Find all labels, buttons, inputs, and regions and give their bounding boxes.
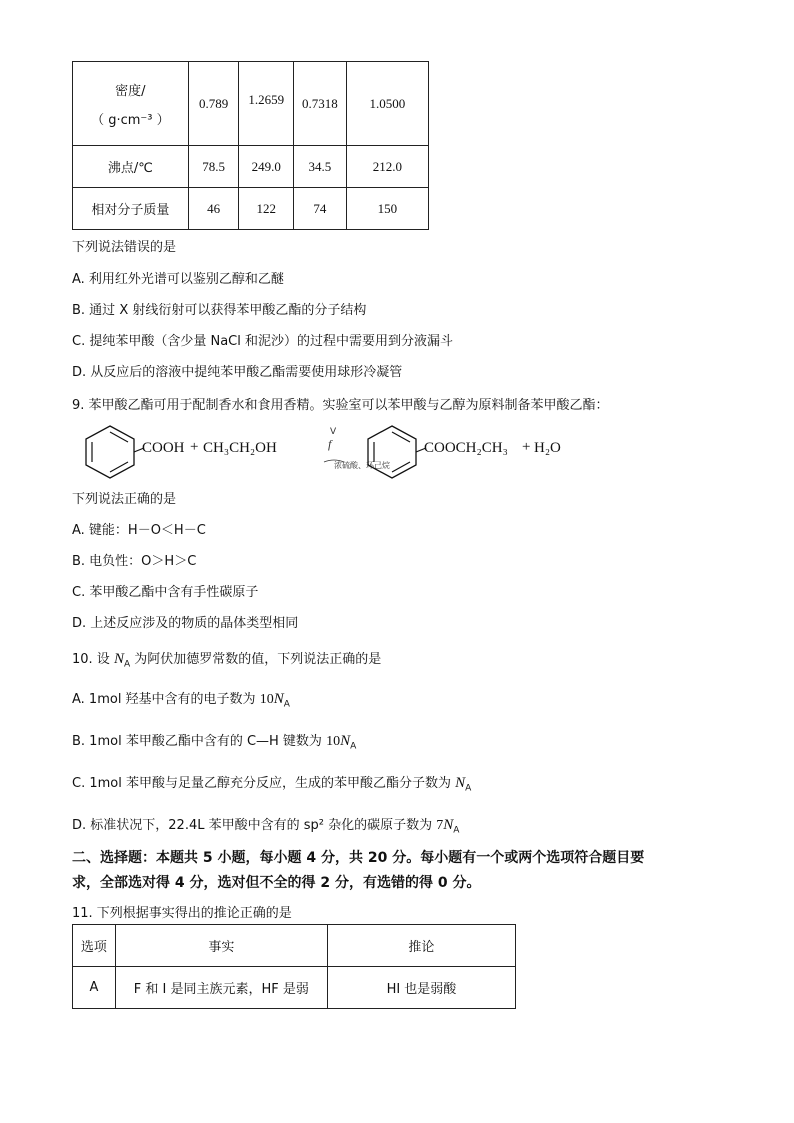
table-cell: 78.5 (188, 146, 239, 188)
table-cell: 150 (346, 188, 428, 230)
q8-option-a: A. 利用红外光谱可以鉴别乙醇和乙醚 (72, 272, 284, 287)
svg-text:f: f (328, 437, 332, 451)
table-cell: 74 (294, 188, 347, 230)
molar-mass-header: 相对分子质量 (73, 188, 189, 230)
avogadro-symbol: N (113, 651, 124, 667)
avogadro-subscript: A (123, 659, 131, 670)
product-ester-group: COOCH₂CH₃ (424, 440, 508, 456)
water-formula: H₂O (534, 440, 561, 456)
avogadro-symbol: N (273, 691, 284, 707)
q10-option-d (72, 814, 459, 836)
plus-sign: + (190, 439, 199, 455)
density-unit: （ g·cm⁻³ ） (91, 112, 170, 128)
q11-table (72, 924, 516, 1009)
option-text: C. 1mol 苯甲酸与足量乙醇充分反应，生成的苯甲酸乙酯分子数为 (72, 776, 451, 791)
option-text: A. 1mol 羟基中含有的电子数为 (72, 692, 256, 707)
table-cell: 34.5 (294, 146, 347, 188)
avogadro-subscript: A (465, 783, 472, 794)
q10-stem-suffix: 为阿伏加德罗常数的值，下列说法正确的是 (134, 652, 382, 667)
q9-option-d: D. 上述反应涉及的物质的晶体类型相同 (72, 616, 299, 631)
q9-option-c: C. 苯甲酸乙酯中含有手性碳原子 (72, 585, 259, 600)
table-cell: 1.0500 (346, 62, 428, 146)
q8-option-d: D. 从反应后的溶液中提纯苯甲酸乙酯需要使用球形冷凝管 (72, 365, 403, 380)
option-text: B. 1mol 苯甲酸乙酯中含有的 C—H 键数为 (72, 734, 322, 749)
avogadro-subscript: A (453, 825, 460, 836)
table-header-option: 选项 (73, 925, 116, 967)
benzene-ring-icon (354, 422, 430, 480)
reactant-acid-group: COOH (142, 440, 185, 456)
table-cell: F 和 I 是同主族元素，HF 是弱 (115, 967, 327, 1009)
table-cell: 46 (188, 188, 239, 230)
avogadro-symbol: N (340, 733, 351, 749)
q10-option-a (72, 688, 290, 710)
avogadro-subscript: A (283, 699, 290, 710)
avogadro-subscript: A (350, 741, 357, 752)
q10-option-b (72, 730, 356, 752)
q10-stem-prefix: 10. 设 (72, 652, 110, 667)
option-text: D. 标准状况下，22.4L 苯甲酸中含有的 sp² 杂化的碳原子数为 (72, 818, 433, 833)
avogadro-symbol: N (455, 775, 466, 791)
table-cell: 1.2659 (239, 62, 294, 146)
q10-option-c (72, 772, 471, 794)
table-cell: 0.7318 (294, 62, 347, 146)
table-header-fact: 事实 (115, 925, 327, 967)
table-cell: A (73, 967, 116, 1009)
density-header (73, 62, 189, 146)
table-cell: 249.0 (239, 146, 294, 188)
option-coefficient: 10 (326, 734, 341, 749)
reaction-equation (72, 422, 732, 480)
q8-option-c: C. 提纯苯甲酸（含少量 NaCl 和泥沙）的过程中需要用到分液漏斗 (72, 334, 453, 349)
section-heading-line1: 二、选择题：本题共 5 小题，每小题 4 分，共 20 分。每小题有一个或两个选项符合题目要 (72, 850, 645, 866)
q9-option-a: A. 键能：H－O＜H－C (72, 523, 206, 538)
q8-stem: 下列说法错误的是 (72, 240, 177, 255)
boiling-point-header: 沸点/℃ (73, 146, 189, 188)
table-cell: HI 也是弱酸 (327, 967, 515, 1009)
svg-text:V: V (330, 427, 337, 437)
ethanol-formula: CH₃CH₂OH (203, 440, 277, 456)
properties-table (72, 61, 429, 230)
q8-option-b: B. 通过 X 射线衍射可以获得苯甲酸乙酯的分子结构 (72, 303, 367, 318)
plus-sign: + (522, 439, 531, 455)
benzene-ring-icon (72, 422, 148, 480)
q11-stem: 11. 下列根据事实得出的推论正确的是 (72, 906, 292, 921)
table-header-inference: 推论 (327, 925, 515, 967)
table-cell: 212.0 (346, 146, 428, 188)
option-coefficient: 10 (259, 692, 274, 707)
q9-stem: 9. 苯甲酸乙酯可用于配制香水和食用香精。实验室可以苯甲酸与乙醇为原料制备苯甲酸乙酯： (72, 398, 609, 413)
density-label: 密度/ (115, 83, 146, 99)
option-coefficient: 7 (436, 818, 444, 833)
q9-question: 下列说法正确的是 (72, 492, 177, 507)
table-cell: 122 (239, 188, 294, 230)
q10-stem (72, 648, 381, 670)
reaction-condition: 浓硫酸、环己烷 (334, 461, 390, 470)
table-cell: 0.789 (188, 62, 239, 146)
avogadro-symbol: N (443, 817, 454, 833)
q9-option-b: B. 电负性：O＞H＞C (72, 554, 197, 569)
section-heading-line2: 求，全部选对得 4 分，选对但不全的得 2 分，有选错的得 0 分。 (72, 875, 481, 891)
